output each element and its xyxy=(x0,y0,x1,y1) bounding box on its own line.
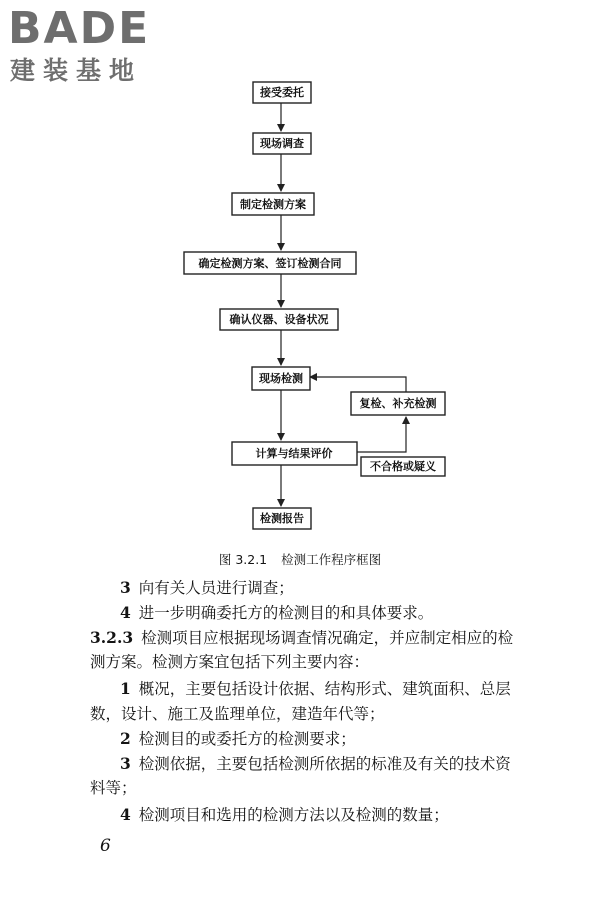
svg-text:检测报告: 检测报告 xyxy=(260,512,304,525)
figure-caption xyxy=(0,550,600,568)
list-item: 3 向有关人员进行调查； xyxy=(120,578,294,597)
svg-text:确认仪器、设备状况: 确认仪器、设备状况 xyxy=(229,313,329,326)
side-recheck-supplement xyxy=(351,392,445,415)
page-number: 6 xyxy=(100,836,111,856)
step-site-survey xyxy=(253,133,311,154)
arrow-eval-to-recheck xyxy=(357,417,406,452)
step-field-testing xyxy=(252,367,310,390)
logo-subtitle: 建装基地 xyxy=(10,56,143,85)
list-item: 3 检测依据，主要包括检测所依据的标准及有关的技术资 xyxy=(120,754,511,773)
paragraph-line: 测方案。检测方案宜包括下列主要内容： xyxy=(90,653,370,671)
arrow-recheck-to-field xyxy=(310,377,406,392)
list-item: 4 进一步明确委托方的检测目的和具体要求。 xyxy=(120,603,434,622)
paragraph-line: 数，设计、施工及监理单位，建造年代等； xyxy=(90,705,385,723)
step-confirm-plan-contract xyxy=(184,252,356,274)
step-accept-commission xyxy=(253,82,311,103)
step-test-report xyxy=(253,508,311,529)
svg-text:现场检测: 现场检测 xyxy=(259,372,303,385)
figure-title: 检测工作程序框图 xyxy=(281,552,382,567)
section-3-2-3: 3.2.3 检测项目应根据现场调查情况确定，并应制定相应的检 xyxy=(90,628,514,647)
svg-text:接受委托: 接受委托 xyxy=(260,86,304,99)
svg-text:现场调查: 现场调查 xyxy=(260,137,304,150)
side-unqualified-doubt xyxy=(361,457,445,476)
svg-text:制定检测方案: 制定检测方案 xyxy=(240,198,306,211)
svg-text:不合格或疑义: 不合格或疑义 xyxy=(370,460,436,473)
figure-number: 图 3.2.1 xyxy=(218,552,268,567)
svg-text:复检、补充检测: 复检、补充检测 xyxy=(359,397,437,410)
list-item: 4 检测项目和选用的检测方法以及检测的数量； xyxy=(120,805,449,824)
svg-text:确定检测方案、签订检测合同: 确定检测方案、签订检测合同 xyxy=(198,257,342,270)
paragraph-line: 料等； xyxy=(90,779,137,797)
step-calc-evaluation xyxy=(232,442,357,465)
list-item: 2 检测目的或委托方的检测要求； xyxy=(120,729,356,748)
logo-text: BADE xyxy=(8,3,151,54)
svg-text:计算与结果评价: 计算与结果评价 xyxy=(255,447,333,460)
step-draft-plan xyxy=(232,193,314,215)
step-confirm-equipment xyxy=(220,309,338,330)
list-item: 1 概况，主要包括设计依据、结构形式、建筑面积、总层 xyxy=(120,679,511,698)
